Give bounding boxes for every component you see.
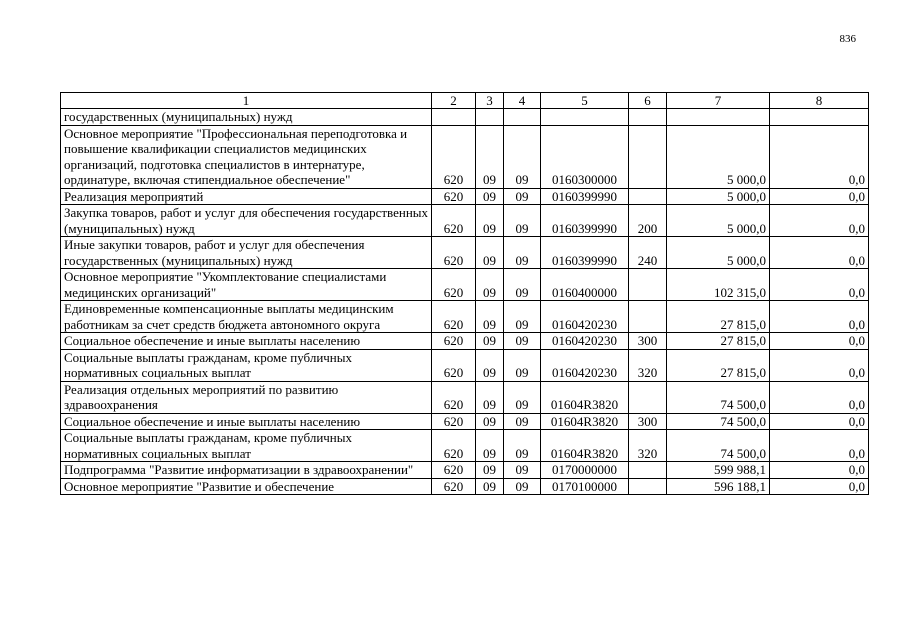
expense-type-cell: 240	[629, 237, 667, 269]
table-row	[61, 269, 869, 301]
page-number: 836	[839, 33, 856, 45]
target-article-cell: 0160420230	[541, 301, 629, 333]
amount-cell: 74 500,0	[667, 413, 770, 430]
column-header-2: 2	[432, 93, 476, 109]
amount-secondary-cell: 0,0	[770, 413, 869, 430]
subsection-cell: 09	[504, 349, 541, 381]
admin-code-cell: 620	[432, 349, 476, 381]
expense-type-cell	[629, 125, 667, 188]
table-row	[61, 333, 869, 350]
row-name-cell: Реализация мероприятий	[61, 188, 432, 205]
subsection-cell: 09	[504, 430, 541, 462]
admin-code-cell: 620	[432, 381, 476, 413]
expense-type-cell: 300	[629, 413, 667, 430]
amount-cell: 5 000,0	[667, 188, 770, 205]
amount-secondary-cell: 0,0	[770, 125, 869, 188]
amount-cell: 5 000,0	[667, 205, 770, 237]
amount-cell: 102 315,0	[667, 269, 770, 301]
section-cell: 09	[476, 333, 504, 350]
amount-secondary-cell: 0,0	[770, 333, 869, 350]
target-article-cell: 0160400000	[541, 269, 629, 301]
section-cell	[476, 109, 504, 126]
expense-type-cell	[629, 269, 667, 301]
target-article-cell: 0160420230	[541, 349, 629, 381]
amount-cell: 5 000,0	[667, 125, 770, 188]
target-article-cell	[541, 109, 629, 126]
column-header-4: 4	[504, 93, 541, 109]
target-article-cell: 0160300000	[541, 125, 629, 188]
row-name-cell: Основное мероприятие "Развитие и обеспечение	[61, 478, 432, 495]
expense-type-cell	[629, 109, 667, 126]
subsection-cell: 09	[504, 269, 541, 301]
amount-secondary-cell: 0,0	[770, 269, 869, 301]
row-name-cell: Основное мероприятие "Профессиональная переподготовка и повышение квалификации специалистов медицинских организаций, подготовка специалистов в интернатуре, ординатуре, включая стипендиальное обеспечение"	[61, 125, 432, 188]
amount-secondary-cell: 0,0	[770, 478, 869, 495]
amount-secondary-cell: 0,0	[770, 430, 869, 462]
column-header-3: 3	[476, 93, 504, 109]
expense-type-cell	[629, 478, 667, 495]
target-article-cell: 0160420230	[541, 333, 629, 350]
row-name-cell: Иные закупки товаров, работ и услуг для обеспечения государственных (муниципальных) нужд	[61, 237, 432, 269]
admin-code-cell: 620	[432, 430, 476, 462]
expense-type-cell	[629, 381, 667, 413]
row-name-cell: Основное мероприятие "Укомплектование специалистами медицинских организаций"	[61, 269, 432, 301]
subsection-cell: 09	[504, 125, 541, 188]
row-name-cell: Социальные выплаты гражданам, кроме публичных нормативных социальных выплат	[61, 349, 432, 381]
section-cell: 09	[476, 301, 504, 333]
target-article-cell: 0160399990	[541, 205, 629, 237]
section-cell: 09	[476, 349, 504, 381]
section-cell: 09	[476, 125, 504, 188]
table-row	[61, 125, 869, 188]
row-name-cell: Социальное обеспечение и иные выплаты населению	[61, 413, 432, 430]
amount-cell: 74 500,0	[667, 381, 770, 413]
amount-secondary-cell: 0,0	[770, 237, 869, 269]
admin-code-cell: 620	[432, 478, 476, 495]
section-cell: 09	[476, 430, 504, 462]
table-header-row	[61, 93, 869, 109]
column-header-8: 8	[770, 93, 869, 109]
row-name-cell: Социальное обеспечение и иные выплаты населению	[61, 333, 432, 350]
subsection-cell: 09	[504, 301, 541, 333]
expense-type-cell: 320	[629, 349, 667, 381]
table-row	[61, 430, 869, 462]
section-cell: 09	[476, 205, 504, 237]
amount-cell: 5 000,0	[667, 237, 770, 269]
amount-secondary-cell: 0,0	[770, 188, 869, 205]
amount-secondary-cell: 0,0	[770, 381, 869, 413]
admin-code-cell: 620	[432, 237, 476, 269]
table-row	[61, 349, 869, 381]
amount-secondary-cell: 0,0	[770, 301, 869, 333]
subsection-cell: 09	[504, 205, 541, 237]
row-name-cell: Единовременные компенсационные выплаты медицинским работникам за счет средств бюджета автономного округа	[61, 301, 432, 333]
section-cell: 09	[476, 237, 504, 269]
amount-secondary-cell: 0,0	[770, 462, 869, 479]
row-name-cell: Закупка товаров, работ и услуг для обеспечения государственных (муниципальных) нужд	[61, 205, 432, 237]
amount-secondary-cell	[770, 109, 869, 126]
amount-cell: 27 815,0	[667, 301, 770, 333]
subsection-cell: 09	[504, 381, 541, 413]
section-cell: 09	[476, 269, 504, 301]
amount-cell	[667, 109, 770, 126]
budget-table	[60, 92, 869, 495]
amount-secondary-cell: 0,0	[770, 349, 869, 381]
amount-secondary-cell: 0,0	[770, 205, 869, 237]
subsection-cell: 09	[504, 413, 541, 430]
subsection-cell: 09	[504, 478, 541, 495]
target-article-cell: 0170100000	[541, 478, 629, 495]
target-article-cell: 0160399990	[541, 237, 629, 269]
expense-type-cell: 300	[629, 333, 667, 350]
row-name-cell: Подпрограмма "Развитие информатизации в здравоохранении"	[61, 462, 432, 479]
section-cell: 09	[476, 462, 504, 479]
table-row	[61, 188, 869, 205]
table-row	[61, 109, 869, 126]
section-cell: 09	[476, 188, 504, 205]
subsection-cell: 09	[504, 462, 541, 479]
expense-type-cell	[629, 188, 667, 205]
column-header-7: 7	[667, 93, 770, 109]
table-row	[61, 478, 869, 495]
admin-code-cell: 620	[432, 205, 476, 237]
table-body	[61, 93, 869, 495]
admin-code-cell	[432, 109, 476, 126]
subsection-cell: 09	[504, 333, 541, 350]
expense-type-cell: 200	[629, 205, 667, 237]
subsection-cell: 09	[504, 188, 541, 205]
section-cell: 09	[476, 413, 504, 430]
expense-type-cell: 320	[629, 430, 667, 462]
amount-cell: 74 500,0	[667, 430, 770, 462]
target-article-cell: 01604R3820	[541, 413, 629, 430]
subsection-cell: 09	[504, 237, 541, 269]
admin-code-cell: 620	[432, 269, 476, 301]
row-name-cell: Реализация отдельных мероприятий по развитию здравоохранения	[61, 381, 432, 413]
table-row	[61, 413, 869, 430]
amount-cell: 27 815,0	[667, 333, 770, 350]
amount-cell: 596 188,1	[667, 478, 770, 495]
admin-code-cell: 620	[432, 413, 476, 430]
admin-code-cell: 620	[432, 188, 476, 205]
section-cell: 09	[476, 381, 504, 413]
target-article-cell: 0170000000	[541, 462, 629, 479]
table-row	[61, 205, 869, 237]
table-row	[61, 301, 869, 333]
admin-code-cell: 620	[432, 301, 476, 333]
row-name-cell: государственных (муниципальных) нужд	[61, 109, 432, 126]
subsection-cell	[504, 109, 541, 126]
column-header-1: 1	[61, 93, 432, 109]
column-header-5: 5	[541, 93, 629, 109]
expense-type-cell	[629, 462, 667, 479]
admin-code-cell: 620	[432, 125, 476, 188]
admin-code-cell: 620	[432, 462, 476, 479]
expense-type-cell	[629, 301, 667, 333]
table-row	[61, 462, 869, 479]
table-row	[61, 381, 869, 413]
target-article-cell: 01604R3820	[541, 430, 629, 462]
column-header-6: 6	[629, 93, 667, 109]
admin-code-cell: 620	[432, 333, 476, 350]
amount-cell: 599 988,1	[667, 462, 770, 479]
table-row	[61, 237, 869, 269]
target-article-cell: 0160399990	[541, 188, 629, 205]
section-cell: 09	[476, 478, 504, 495]
target-article-cell: 01604R3820	[541, 381, 629, 413]
row-name-cell: Социальные выплаты гражданам, кроме публичных нормативных социальных выплат	[61, 430, 432, 462]
amount-cell: 27 815,0	[667, 349, 770, 381]
